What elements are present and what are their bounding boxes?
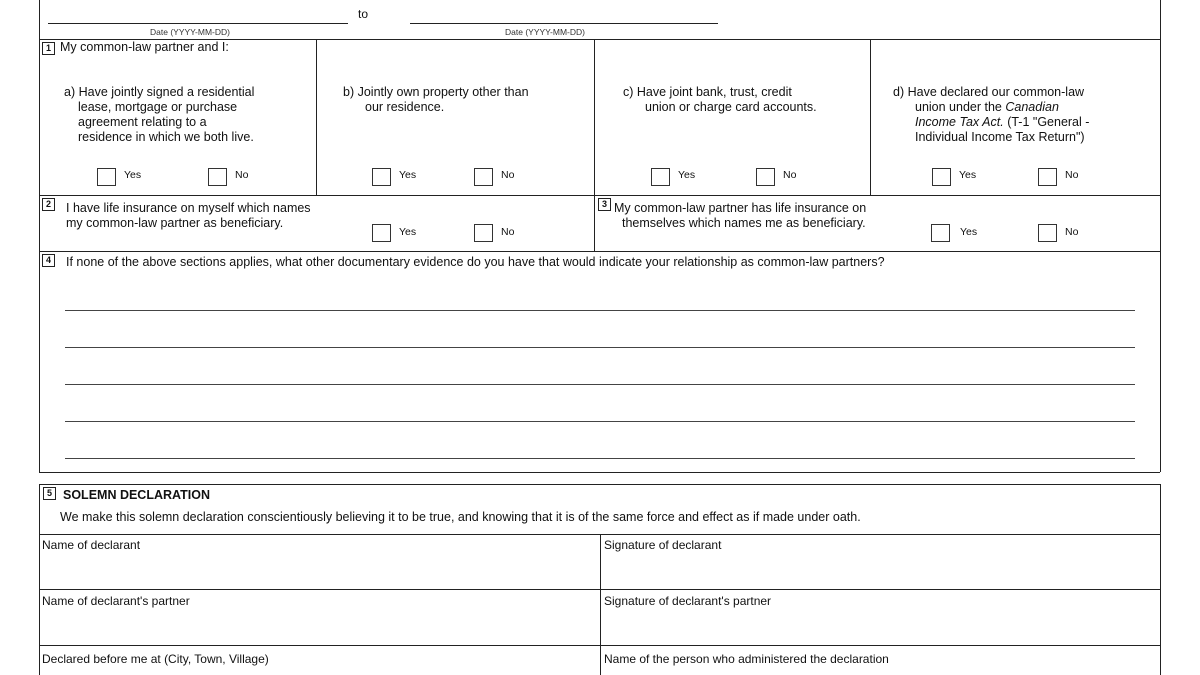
section-4-bottom-border: [39, 472, 1160, 473]
section-1-title: My common-law partner and I:: [60, 40, 229, 54]
item-d-yes-label: Yes: [959, 169, 977, 181]
item-b-no-checkbox[interactable]: [474, 168, 493, 186]
name-of-declarant-field[interactable]: [40, 552, 598, 588]
section-1-bottom-border: [39, 195, 1160, 196]
evidence-line-5[interactable]: [65, 458, 1135, 459]
item-a-line: residence in which we both live.: [78, 130, 254, 144]
to-date-field[interactable]: [410, 23, 718, 24]
sections-2-3-bottom-border: [39, 251, 1160, 252]
divider-2-3: [594, 195, 595, 251]
item-c-yes-label: Yes: [678, 169, 696, 181]
item-d-line: [893, 100, 1089, 115]
item-b-no-label: No: [501, 169, 515, 181]
column-divider: [600, 534, 601, 675]
evidence-line-1[interactable]: [65, 310, 1135, 311]
item-d-text: [893, 85, 1089, 145]
section-2-no-label: No: [501, 226, 515, 238]
evidence-line-3[interactable]: [65, 384, 1135, 385]
item-c-no-checkbox[interactable]: [756, 168, 775, 186]
item-a-no-label: No: [235, 169, 249, 181]
declared-at-label: Declared before me at (City, Town, Village): [42, 652, 269, 666]
item-c-line: c) Have joint bank, trust, credit: [623, 85, 792, 99]
section-5-top-border: [39, 484, 1160, 485]
item-a-yes-checkbox[interactable]: [97, 168, 116, 186]
section-5-title: SOLEMN DECLARATION: [63, 488, 210, 502]
section-3-no-label: No: [1065, 226, 1079, 238]
section-2-yes-checkbox[interactable]: [372, 224, 391, 242]
item-a-line: lease, mortgage or purchase: [78, 100, 238, 114]
to-date-hint: Date (YYYY-MM-DD): [505, 27, 585, 37]
item-d-text-part: union under the: [915, 100, 1002, 114]
declared-at-field[interactable]: [40, 646, 598, 675]
section-3-yes-checkbox[interactable]: [931, 224, 950, 242]
item-d-line: Individual Income Tax Return"): [915, 130, 1085, 144]
divider-c-d: [870, 39, 871, 195]
sections-2-3-left-border: [39, 195, 40, 251]
item-b-line: b) Jointly own property other than: [343, 85, 529, 99]
item-c-yes-checkbox[interactable]: [651, 168, 670, 186]
to-label: to: [358, 7, 369, 21]
item-b-yes-checkbox[interactable]: [372, 168, 391, 186]
section-5-statement: We make this solemn declaration conscientiously believing it to be true, and knowing that it is of the same force and effect as if made under oath.: [60, 510, 861, 524]
section-4-question: If none of the above sections applies, what other documentary evidence do you have that would indicate your relationship as common-law partners?: [66, 255, 885, 269]
administrator-name-label: Name of the person who administered the declaration: [604, 652, 889, 666]
signature-of-partner-label: Signature of declarant's partner: [604, 594, 772, 608]
section-3-yes-label: Yes: [960, 226, 978, 238]
item-a-line: a) Have jointly signed a residential: [64, 85, 255, 99]
item-b-line: our residence.: [365, 100, 445, 114]
section-4-number: 4: [42, 254, 55, 267]
section-2-no-checkbox[interactable]: [474, 224, 493, 242]
section-5-right-border: [1160, 484, 1161, 675]
item-d-line: [893, 115, 1089, 130]
item-d-no-checkbox[interactable]: [1038, 168, 1057, 186]
item-a-text: [64, 85, 254, 145]
section-2-number: 2: [42, 198, 55, 211]
section-3-number: 3: [598, 198, 611, 211]
sections-2-3-right-border: [1160, 195, 1161, 251]
section-2-yes-label: Yes: [399, 226, 417, 238]
item-d-line: d) Have declared our common-law: [893, 85, 1085, 99]
item-c-line: union or charge card accounts.: [645, 100, 817, 114]
divider-b-c: [594, 39, 595, 195]
item-d-italic-part: Canadian: [1005, 100, 1059, 114]
item-d-yes-checkbox[interactable]: [932, 168, 951, 186]
signature-of-declarant-label: Signature of declarant: [604, 538, 722, 552]
evidence-line-2[interactable]: [65, 347, 1135, 348]
administrator-name-field[interactable]: [602, 646, 1158, 675]
section-2-line: my common-law partner as beneficiary.: [66, 216, 284, 230]
item-d-text-part: (T-1 "General -: [1007, 115, 1090, 129]
section-1-right-border: [1160, 39, 1161, 195]
item-b-text: [343, 85, 529, 115]
item-c-no-label: No: [783, 169, 797, 181]
from-date-hint: Date (YYYY-MM-DD): [150, 27, 230, 37]
section-3-line: My common-law partner has life insurance on: [614, 201, 867, 215]
evidence-line-4[interactable]: [65, 421, 1135, 422]
section-2-text: [66, 201, 311, 231]
section-4-right-border: [1160, 251, 1161, 472]
item-d-italic-part: Income Tax Act.: [915, 115, 1004, 129]
from-date-field[interactable]: [48, 23, 348, 24]
section-4-left-border: [39, 251, 40, 472]
section-2-line: I have life insurance on myself which names: [66, 201, 311, 215]
item-a-line: agreement relating to a: [78, 115, 207, 129]
signature-of-partner-field[interactable]: [602, 608, 1158, 644]
item-b-yes-label: Yes: [399, 169, 417, 181]
section-3-line: themselves which names me as beneficiary.: [622, 216, 866, 230]
section-5-number: 5: [43, 487, 56, 500]
item-d-no-label: No: [1065, 169, 1079, 181]
item-c-text: [623, 85, 817, 115]
item-a-no-checkbox[interactable]: [208, 168, 227, 186]
section-1-number: 1: [42, 42, 55, 55]
section-1-left-border: [39, 39, 40, 195]
name-of-partner-field[interactable]: [40, 608, 598, 644]
signature-of-declarant-field[interactable]: [602, 552, 1158, 588]
divider-a-b: [316, 39, 317, 195]
name-of-declarant-label: Name of declarant: [42, 538, 141, 552]
section-3-text: [614, 201, 866, 231]
name-of-partner-label: Name of declarant's partner: [42, 594, 190, 608]
item-a-yes-label: Yes: [124, 169, 142, 181]
section-3-no-checkbox[interactable]: [1038, 224, 1057, 242]
